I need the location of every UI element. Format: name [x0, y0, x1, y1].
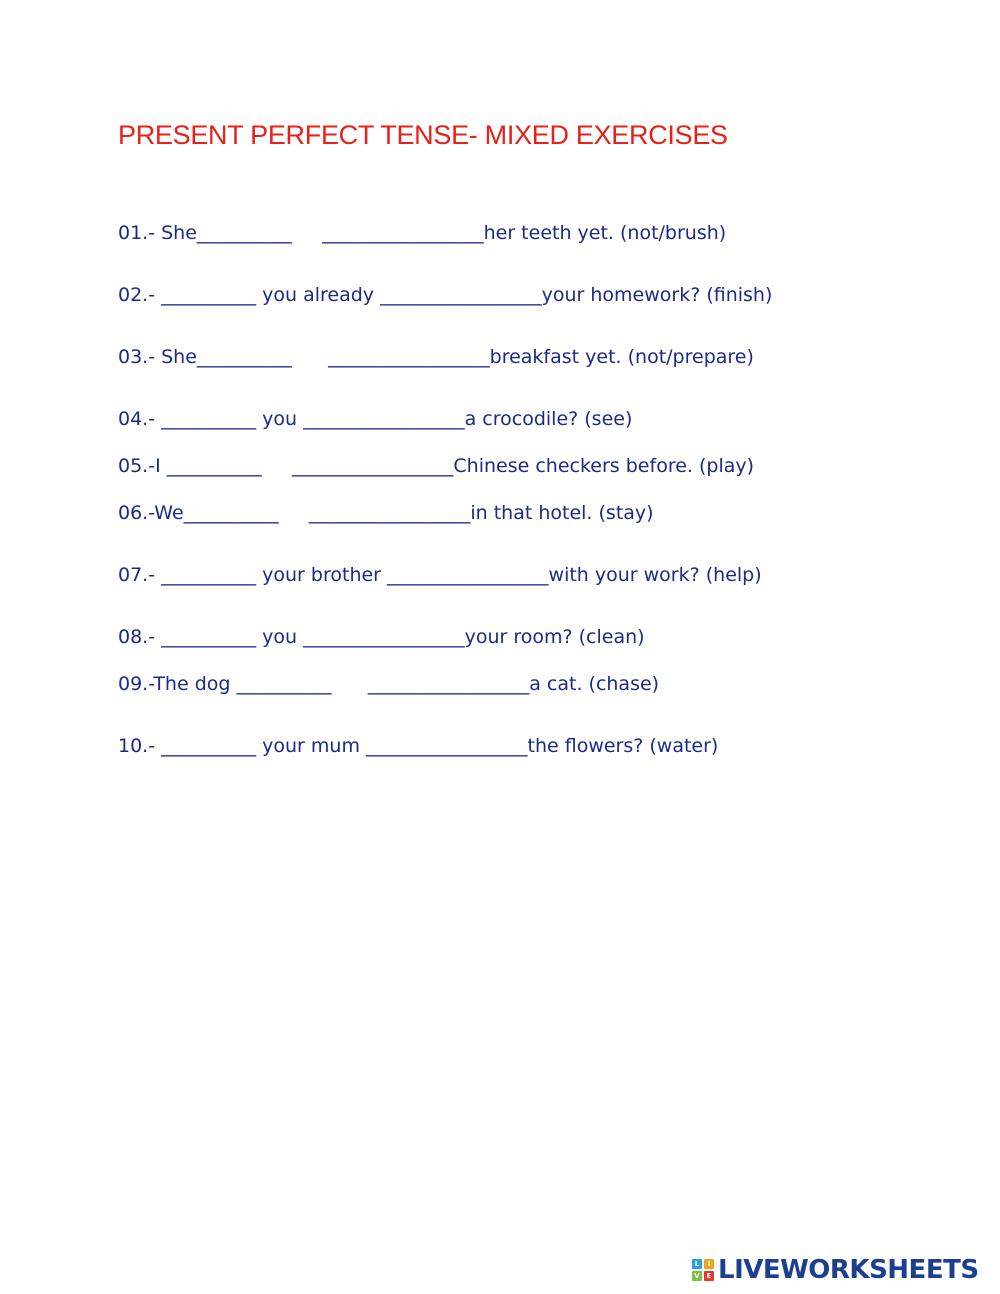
- exercise-01: 01.- She__________ _________________her teeth yet. (not/brush): [118, 222, 727, 244]
- exercise-02: 02.- __________ you already _________________your homework? (finish): [118, 284, 773, 306]
- exercise-06: 06.-We__________ _________________in that hotel. (stay): [118, 502, 654, 524]
- exercise-09: 09.-The dog __________ _________________a cat. (chase): [118, 673, 660, 695]
- logo-block-v: V: [692, 1271, 702, 1281]
- exercise-10: 10.- __________ your mum _________________the flowers? (water): [118, 735, 719, 757]
- logo-block-i: I: [704, 1259, 714, 1269]
- logo-icon: [692, 1259, 714, 1281]
- exercise-07: 07.- __________ your brother _________________with your work? (help): [118, 564, 762, 586]
- page-title: PRESENT PERFECT TENSE- MIXED EXERCISES: [118, 120, 728, 150]
- liveworksheets-logo: [692, 1253, 979, 1287]
- exercise-04: 04.- __________ you _________________a crocodile? (see): [118, 408, 633, 430]
- exercise-08: 08.- __________ you _________________your room? (clean): [118, 626, 645, 648]
- logo-block-e: E: [704, 1271, 714, 1281]
- logo-text: LIVEWORKSHEETS: [718, 1255, 979, 1285]
- exercise-05: 05.-I __________ _________________Chinese checkers before. (play): [118, 455, 755, 477]
- exercise-03: 03.- She__________ _________________breakfast yet. (not/prepare): [118, 346, 754, 368]
- logo-block-l: L: [692, 1259, 702, 1269]
